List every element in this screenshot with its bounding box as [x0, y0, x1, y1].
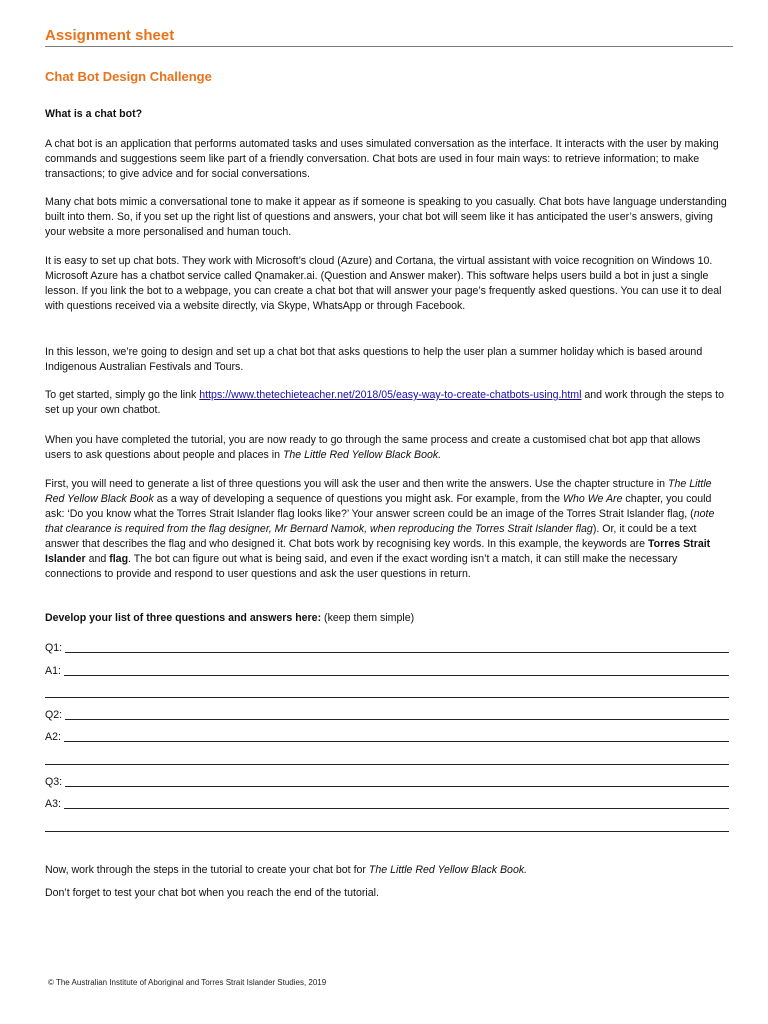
text-segment: as a way of developing a sequence of questions you might ask. For example, from the — [153, 493, 564, 505]
copyright-footer: © The Australian Institute of Aboriginal and Torres Strait Islander Studies, 2019 — [48, 978, 327, 987]
paragraph-first-steps — [45, 477, 729, 582]
q1-fill-line[interactable] — [65, 641, 729, 653]
page-header-title: Assignment sheet — [45, 27, 175, 44]
q1-label: Q1: — [45, 642, 63, 654]
a2-fill-line[interactable] — [64, 730, 729, 742]
closing-reminder — [45, 886, 729, 901]
paragraph-setup — [45, 254, 729, 314]
a1-fill-line[interactable] — [64, 664, 729, 676]
tutorial-link[interactable]: https://www.thetechieteacher.net/2018/05/easy-way-to-create-chatbots-using.html — [199, 389, 582, 401]
text-segment: To get started, simply go the link — [45, 389, 200, 401]
a1-answer-line[interactable] — [45, 664, 729, 679]
flag-clearance-note: note that clearance is required from the flag designer, Mr Bernard Namok, when reproducing the Torres Strait Islander flag — [45, 508, 715, 535]
page-subtitle: Chat Bot Design Challenge — [45, 69, 212, 84]
book-title: The Little Red Yellow Black Book. — [368, 864, 528, 876]
q1-answer-line[interactable] — [45, 641, 729, 656]
paragraph-get-started — [45, 388, 729, 418]
chapter-title: Who We Are — [563, 493, 623, 505]
text-segment: Now, work through the steps in the tutorial to create your chat bot for — [45, 864, 369, 876]
a2-continuation-line[interactable] — [45, 753, 729, 768]
develop-rest-text: (keep them simple) — [321, 612, 415, 624]
paragraph-text: In this lesson, we’re going to design and set up a chat bot that asks questions to help the user plan a summer holiday which is based around Indigenous Australian Festivals and Tours. — [45, 346, 703, 373]
q3-fill-line[interactable] — [65, 775, 729, 787]
q3-label: Q3: — [45, 776, 63, 788]
text-segment: and work through the steps to set up your own chatbot. — [45, 389, 724, 416]
keyword: flag — [109, 553, 129, 565]
a1-continuation-line[interactable] — [45, 686, 729, 701]
a3-answer-line[interactable] — [45, 797, 729, 812]
text-segment: ). Or, it could be a text answer that describes the flag and who designed it. Chat bots work by recognising key words. In this example, the keywords are — [45, 523, 697, 550]
paragraph-text: It is easy to set up chat bots. They work with Microsoft’s cloud (Azure) and Cortana, the virtual assistant with voice recognition on Windows 10. Microsoft Azure has a chatbot service called Qnamaker.ai. (Question and Answer maker). This software helps users build a bot in just a single lesson. If you link the bot to a webpage, you can create a chat bot that will answer your page’s frequently asked questions. You can use it to deal with questions received via a website directly, via Skype, WhatsApp or through Facebook. — [45, 255, 722, 312]
a3-continuation-line[interactable] — [45, 820, 729, 835]
a1-fill-line-2[interactable] — [45, 686, 729, 698]
paragraph-conversational-tone — [45, 195, 729, 240]
a2-label: A2: — [45, 731, 61, 743]
text-segment: and — [85, 553, 110, 565]
a2-fill-line-2[interactable] — [45, 753, 729, 765]
a3-fill-line-2[interactable] — [45, 820, 729, 832]
text-segment: First, you will need to generate a list of three questions you will ask the user and then write the answers. Use the chapter structure in — [45, 478, 668, 490]
develop-bold-text: Develop your list of three questions and answers here: — [45, 612, 322, 624]
paragraph-text: Many chat bots mimic a conversational tone to make it appear as if someone is speaking to you casually. Chat bots have language understanding built into them. So, if you set up the right list of questions and answers, your chat bot will seem like it has anticipated the user’s answers, giving your website a more personalised and human touch. — [45, 196, 727, 238]
text-segment: chapter, you could ask: ‘Do you know what the Torres Strait Islander flag looks like?’ Your answer screen could be an image of the Torres Strait Islander flag, ( — [45, 493, 712, 520]
develop-instructions — [45, 611, 729, 626]
paragraph-text: Don’t forget to test your chat bot when you reach the end of the tutorial. — [45, 887, 379, 899]
paragraph-completed-tutorial — [45, 433, 729, 463]
header-divider — [45, 46, 733, 47]
paragraph-text: A chat bot is an application that performs automated tasks and uses simulated conversation as the interface. It interacts with the user by making commands and suggestions seem like part of a friendly conversation. Chat bots are used in four main ways: to retrieve information; to make transactions; to give advice and for social conversations. — [45, 138, 719, 180]
q2-fill-line[interactable] — [65, 708, 729, 720]
a1-label: A1: — [45, 665, 61, 677]
paragraph-definition — [45, 137, 729, 182]
a3-fill-line[interactable] — [64, 797, 729, 809]
book-title: The Little Red Yellow Black Book — [45, 478, 712, 505]
paragraph-lesson — [45, 345, 729, 375]
section-question-heading: What is a chat bot? — [45, 108, 143, 120]
closing-instruction — [45, 863, 729, 878]
q2-answer-line[interactable] — [45, 708, 729, 723]
a3-label: A3: — [45, 798, 61, 810]
text-segment: . The bot can figure out what is being said, and even if the exact wording isn’t a match, it can still make the necessary connections to provide and respond to user questions and ask the user questions in return. — [45, 553, 678, 580]
text-segment: When you have completed the tutorial, you are now ready to go through the same process and create a customised chat bot app that allows users to ask questions about people and places in — [45, 434, 701, 461]
a2-answer-line[interactable] — [45, 730, 729, 745]
book-title: The Little Red Yellow Black Book. — [282, 449, 442, 461]
q2-label: Q2: — [45, 709, 63, 721]
keyword: Torres Strait Islander — [45, 538, 711, 565]
q3-answer-line[interactable] — [45, 775, 729, 790]
